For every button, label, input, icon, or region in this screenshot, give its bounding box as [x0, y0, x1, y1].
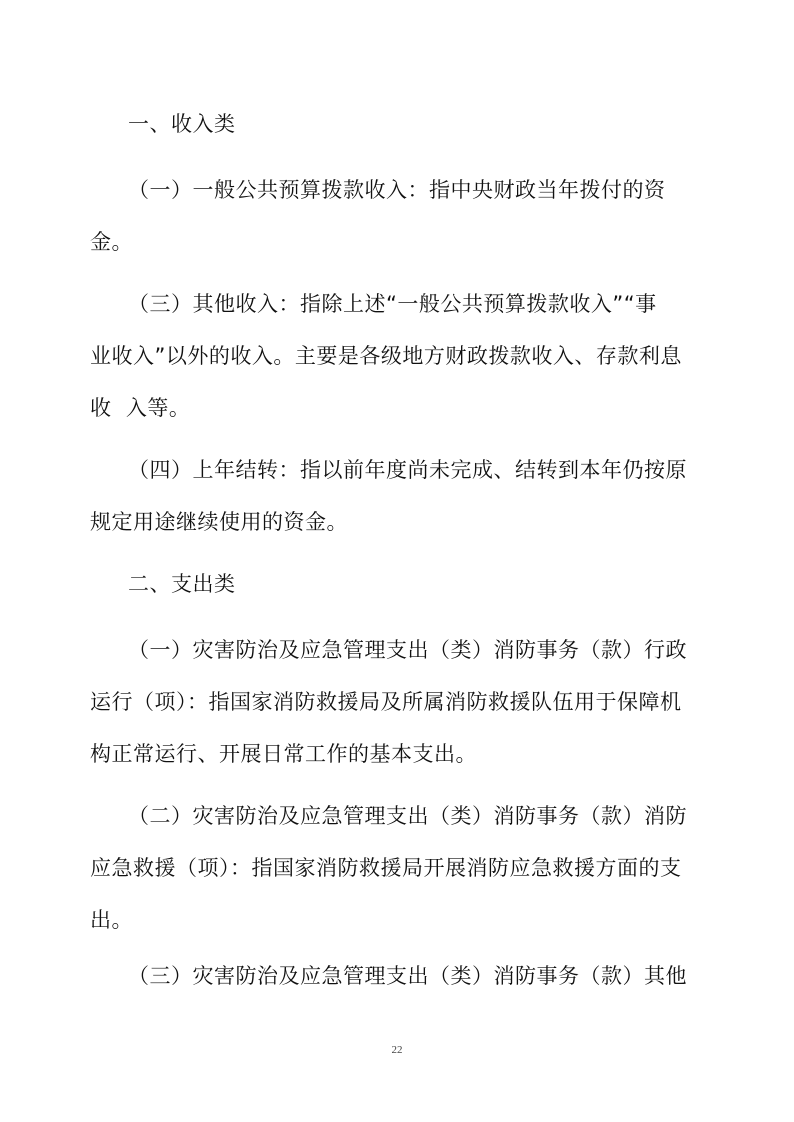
paragraph-line: 运行（项）：指国家消防救援局及所属消防救援队伍用于保障机 [90, 690, 682, 714]
section-heading-income: 一、收入类 [128, 112, 236, 136]
paragraph-line: 收 入等。 [90, 396, 191, 420]
section-heading-expenditure: 二、支出类 [128, 572, 236, 596]
paragraph-line: 规定用途继续使用的资金。 [90, 510, 348, 534]
paragraph-line: 业收入”以外的收入。主要是各级地方财政拨款收入、存款利息 [90, 344, 682, 368]
paragraph-line: 构正常运行、开展日常工作的基本支出。 [90, 742, 477, 766]
paragraph-line: 金。 [90, 230, 133, 254]
page-number: 22 [391, 1044, 403, 1056]
paragraph-line: （四）上年结转：指以前年度尚未完成、结转到本年仍按原 [128, 458, 687, 482]
paragraph-line: 出。 [90, 908, 133, 932]
paragraph-line: （三）其他收入：指除上述“一般公共预算拨款收入”“事 [128, 292, 657, 316]
paragraph-line: （一）灾害防治及应急管理支出（类）消防事务（款）行政 [128, 638, 687, 662]
paragraph-line: （三）灾害防治及应急管理支出（类）消防事务（款）其他 [128, 964, 687, 988]
paragraph-line: （二）灾害防治及应急管理支出（类）消防事务（款）消防 [128, 804, 687, 828]
paragraph-line: 应急救援（项）：指国家消防救援局开展消防应急救援方面的支 [90, 856, 682, 880]
paragraph-line: （一）一般公共预算拨款收入：指中央财政当年拨付的资 [128, 178, 666, 202]
